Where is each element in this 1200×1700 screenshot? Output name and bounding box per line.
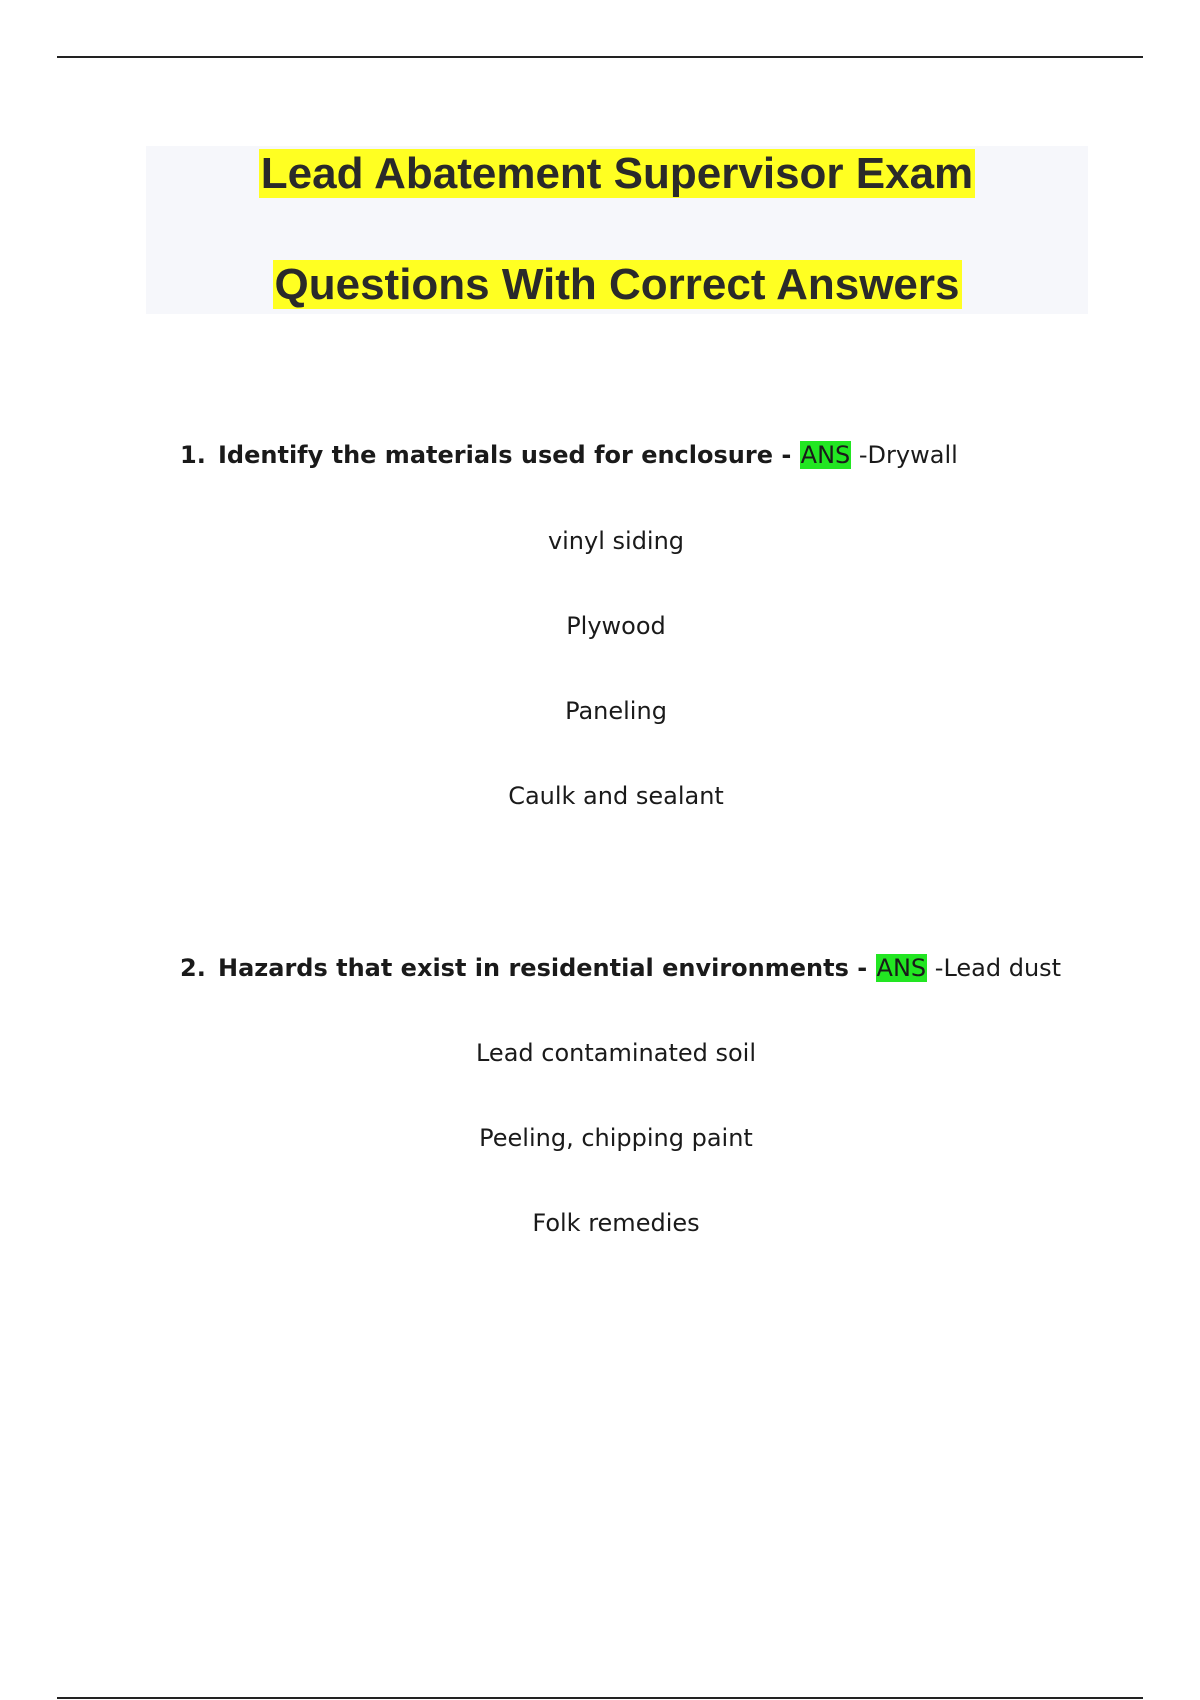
answer-item: Peeling, chipping paint xyxy=(479,1124,753,1152)
first-answer: -Drywall xyxy=(851,441,958,469)
ans-tag: ANS xyxy=(876,954,927,982)
question-text: Identify the materials used for enclosure - xyxy=(218,441,800,469)
title-line-2 xyxy=(146,257,1088,313)
answer-item: Paneling xyxy=(565,697,667,725)
title-line-1 xyxy=(146,146,1088,202)
answer-item: Plywood xyxy=(566,612,666,640)
answer-item: vinyl siding xyxy=(547,527,685,555)
question-2 xyxy=(180,951,1061,985)
question-number: 1. xyxy=(180,441,206,469)
first-answer: -Lead dust xyxy=(927,954,1062,982)
question-number: 2. xyxy=(180,954,206,982)
ans-tag: ANS xyxy=(800,441,851,469)
question-text: Hazards that exist in residential environments - xyxy=(218,954,876,982)
title-block xyxy=(146,146,1088,314)
answer-item: Caulk and sealant xyxy=(508,782,724,810)
header-rule xyxy=(57,56,1143,58)
answer-item: Folk remedies xyxy=(532,1209,700,1237)
title-line-2-text: Questions With Correct Answers xyxy=(274,260,960,309)
title-line-1-text: Lead Abatement Supervisor Exam xyxy=(260,149,974,198)
answer-item: Lead contaminated soil xyxy=(475,1039,757,1067)
question-1 xyxy=(180,438,958,472)
footer-rule xyxy=(57,1697,1143,1699)
